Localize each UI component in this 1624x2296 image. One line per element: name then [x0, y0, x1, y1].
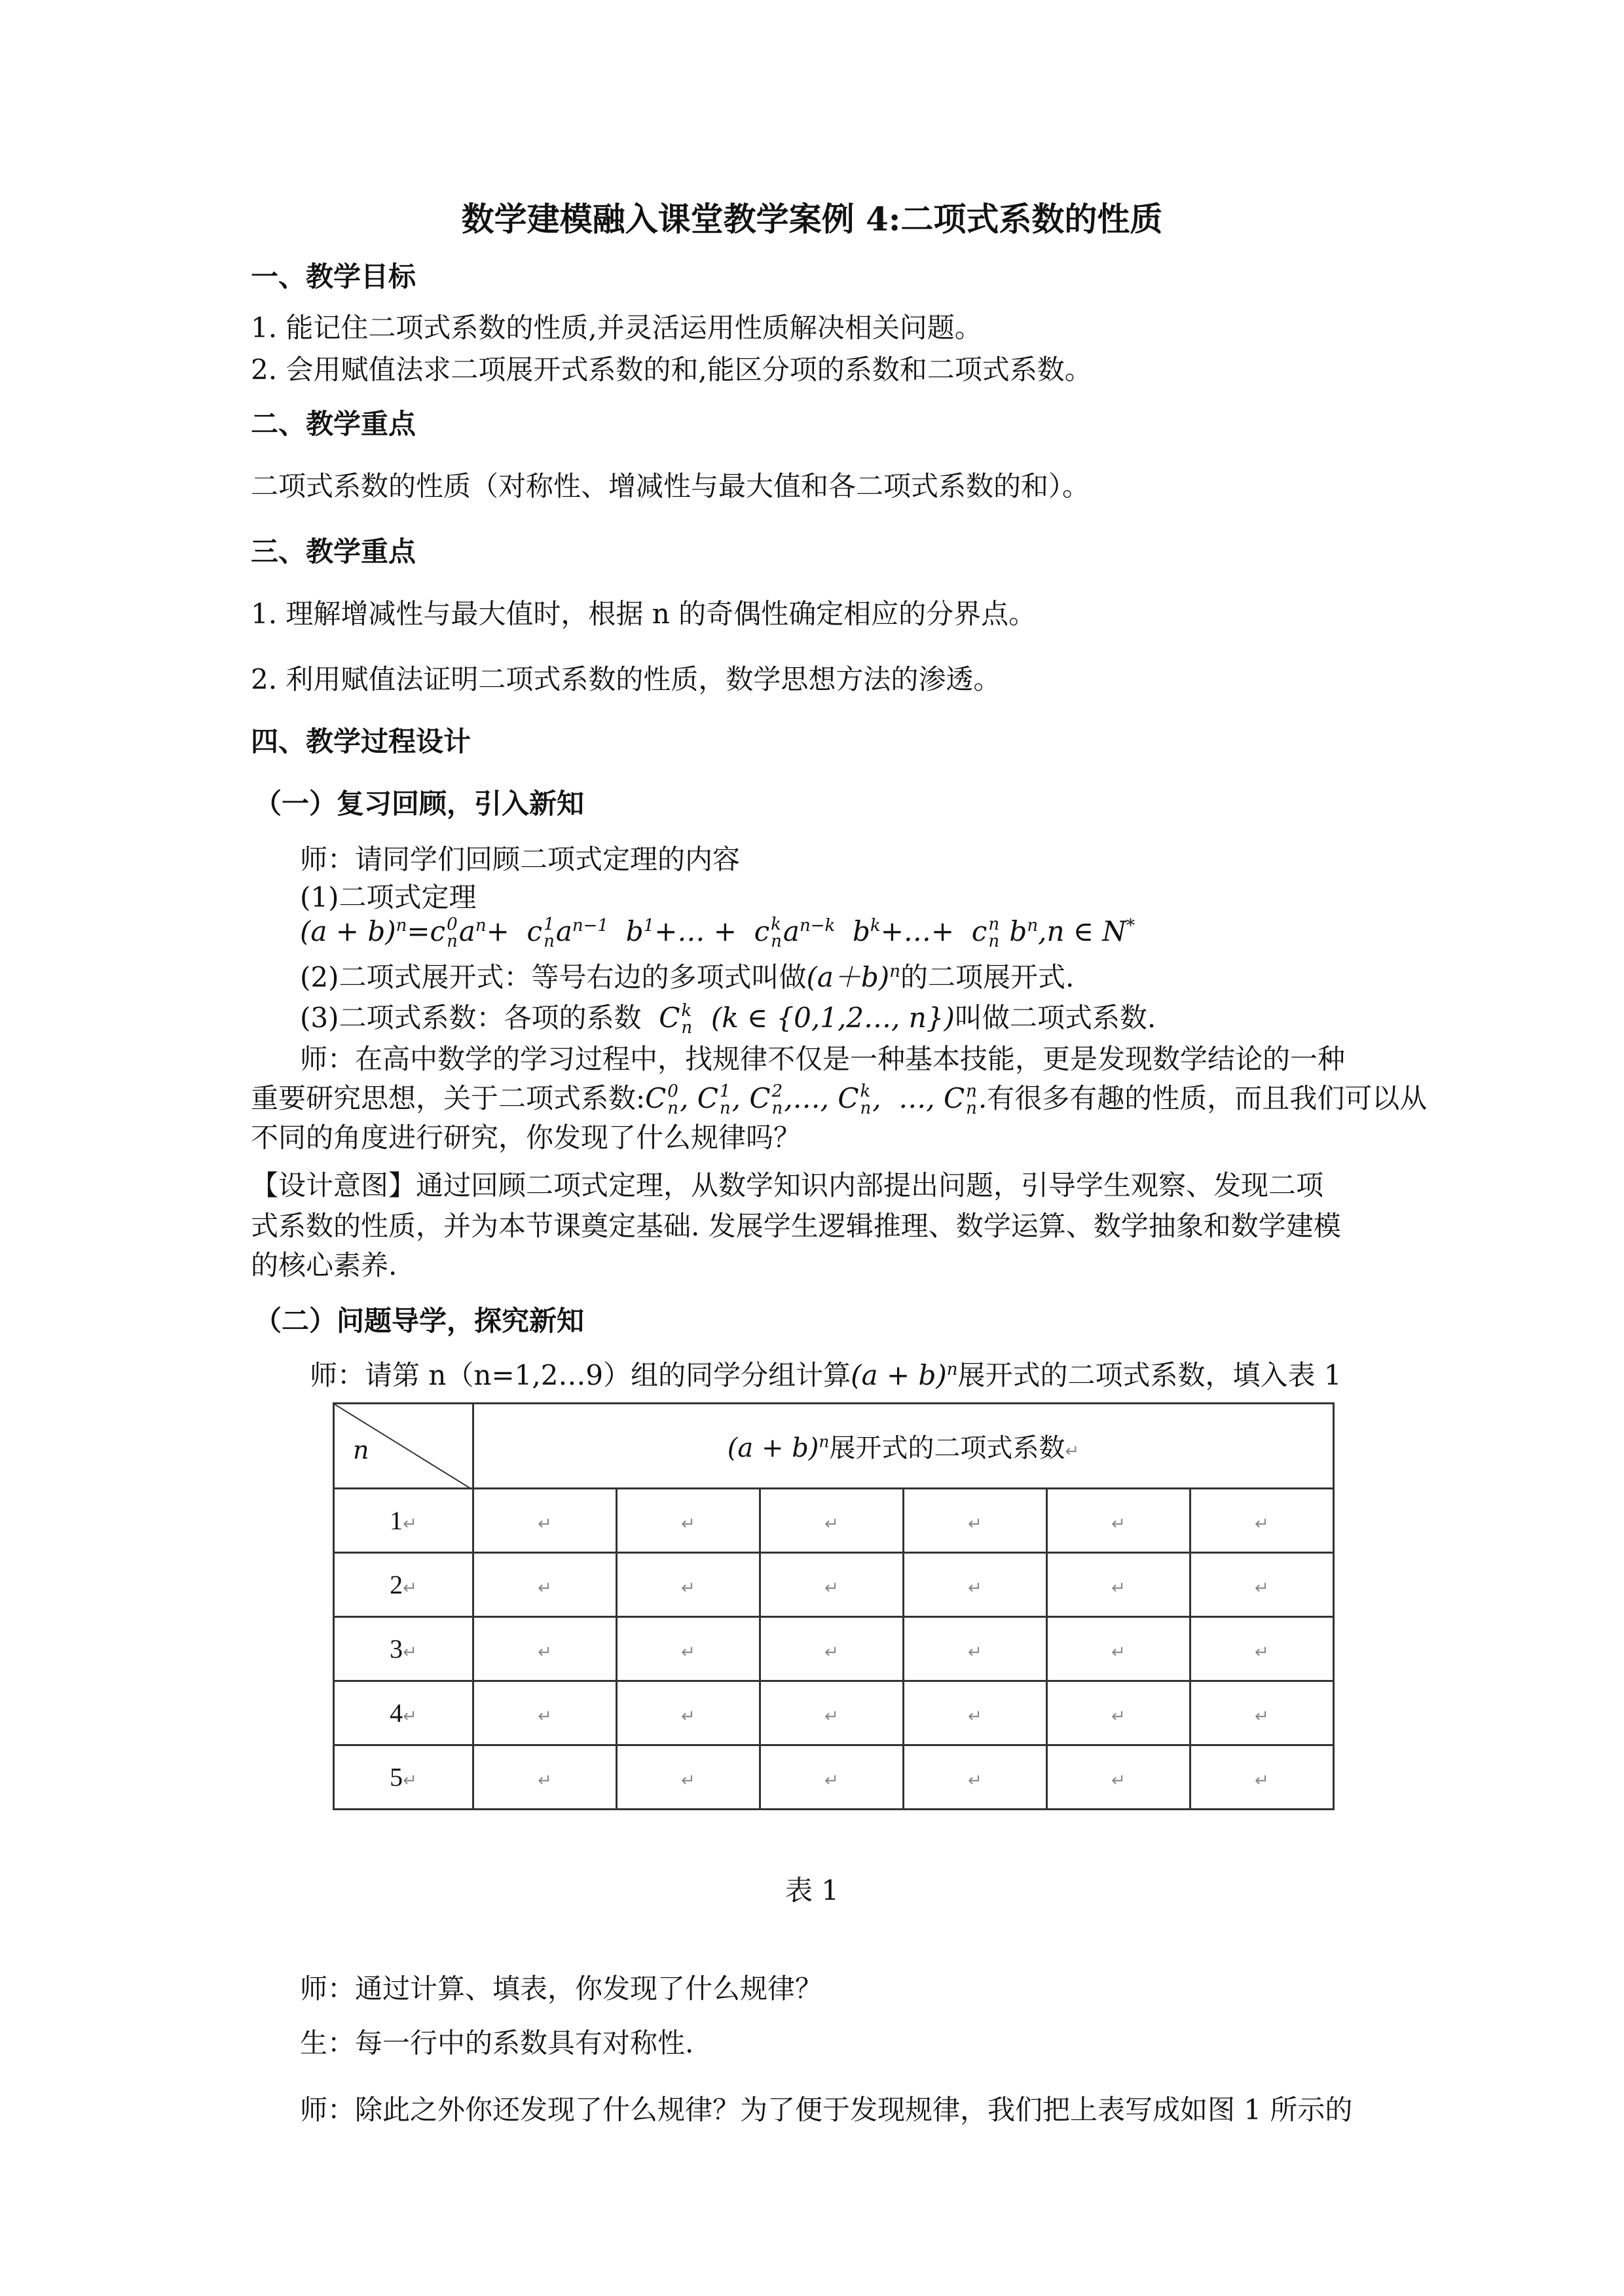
row-label-text: 1: [390, 1506, 403, 1535]
design-intent-line-1: 【设计意图】通过回顾二项式定理，从数学知识内部提出问题，引导学生观察、发现二项: [251, 1169, 1324, 1201]
expansion-definition-pre: (2)二项式展开式：等号右边的多项式叫做: [300, 961, 807, 993]
table-cell: ↵: [473, 1617, 617, 1681]
page-title: 数学建模融入课堂教学案例 4:二项式系数的性质: [461, 200, 1163, 238]
table-cell: ↵: [760, 1745, 903, 1810]
table-cell: ↵: [1190, 1617, 1333, 1681]
table-cell: ↵: [903, 1745, 1046, 1810]
table-cell: ↵: [903, 1489, 1046, 1553]
key-point-text: 二项式系数的性质（对称性、增减性与最大值和各二项式系数的和）。: [251, 470, 1090, 502]
teacher-task-line: 师：请第 n（n=1,2…9）组的同学分组计算$(a + b)^n$展开式的二项式系数，填入表 1: [310, 1359, 1342, 1391]
table-cell: ↵: [473, 1681, 617, 1745]
row-label-text: 4: [390, 1698, 403, 1728]
design-intent-line-3: 的核心素养.: [251, 1249, 397, 1281]
table-cell: ↵: [473, 1745, 617, 1810]
teacher-line-2b-pre: 重要研究思想，关于二项式系数:: [251, 1082, 646, 1114]
part-1-heading: （一）复习回顾，引入新知: [254, 788, 585, 820]
teacher-followup: 师：除此之外你还发现了什么规律？为了便于发现规律，我们把上表写成如图 1 所示的: [300, 2094, 1353, 2126]
table-header-cell: $(a + b)^n$展开式的二项式系数↵: [473, 1404, 1334, 1489]
table-row: [334, 1489, 1334, 1553]
table-cell: ↵: [903, 1553, 1046, 1617]
difficulty-item-1: 1. 理解增减性与最大值时，根据 n 的奇偶性确定相应的分界点。: [251, 598, 1037, 630]
table-cell: ↵: [1190, 1553, 1333, 1617]
row-label: 2↵: [334, 1553, 473, 1617]
table-cell: ↵: [616, 1681, 760, 1745]
row-label: 3↵: [334, 1617, 473, 1681]
expansion-definition: (2)二项式展开式：等号右边的多项式叫做$(a+b)^n$的二项展开式.: [300, 961, 1075, 993]
corner-cell: [334, 1404, 473, 1489]
row-label-text: 2: [390, 1570, 403, 1599]
table-caption: 表 1: [784, 1874, 840, 1906]
table-cell: ↵: [760, 1553, 903, 1617]
corner-label: n: [353, 1436, 369, 1465]
table-cell: ↵: [1190, 1745, 1333, 1810]
table-cell: ↵: [473, 1489, 617, 1553]
table-cell: ↵: [760, 1681, 903, 1745]
coefficient-definition-pre: (3)二项式系数：各项的系数: [300, 1002, 642, 1034]
teacher-question: 师：通过计算、填表，你发现了什么规律？: [300, 1973, 823, 2005]
table-cell: ↵: [616, 1745, 760, 1810]
table-cell: ↵: [1190, 1489, 1333, 1553]
row-label: 1↵: [334, 1489, 473, 1553]
section-3-heading: 三、教学重点: [251, 536, 416, 568]
teacher-line-2b-post: 有很多有趣的性质，而且我们可以从: [987, 1082, 1428, 1114]
section-1-heading: 一、教学目标: [251, 261, 416, 293]
table-cell: ↵: [1046, 1553, 1190, 1617]
section-2-heading: 二、教学重点: [251, 408, 416, 440]
coefficient-definition: (3)二项式系数：各项的系数 C k n (k ∈ {0,1,2…, n})叫做二项式系数.: [300, 1001, 1156, 1038]
design-intent-line-2: 式系数的性质，并为本节课奠定基础. 发展学生逻辑推理、数学运算、数学抽象和数学建模: [251, 1210, 1341, 1242]
section-4-heading: 四、教学过程设计: [251, 725, 471, 757]
teacher-line-2b: 重要研究思想，关于二项式系数:C 0 n , C 1 n , C 2 n ,…, C k n , …, C n n .有很多有趣的性质，而且我们可以从: [251, 1082, 1428, 1119]
row-label-text: 3: [390, 1634, 403, 1664]
table-cell: ↵: [616, 1489, 760, 1553]
teacher-line-2: 师：在高中数学的学习过程中，找规律不仅是一种基本技能，更是发现数学结论的一种: [300, 1043, 1346, 1075]
row-label: 5↵: [334, 1745, 473, 1810]
row-label: 4↵: [334, 1681, 473, 1745]
table-cell: ↵: [1190, 1681, 1333, 1745]
table-row: [334, 1553, 1334, 1617]
table-cell: ↵: [1046, 1745, 1190, 1810]
table-cell: ↵: [1046, 1489, 1190, 1553]
student-answer: 生：每一行中的系数具有对称性.: [300, 2027, 694, 2059]
binomial-theorem-label: (1)二项式定理: [300, 881, 477, 913]
table-row: [334, 1617, 1334, 1681]
teacher-line-1: 师：请同学们回顾二项式定理的内容: [300, 843, 741, 875]
part-2-heading: （二）问题导学，探究新知: [254, 1305, 585, 1337]
objective-item-2: 2. 会用赋值法求二项展开式系数的和,能区分项的系数和二项式系数。: [251, 354, 1092, 386]
table-cell: ↵: [760, 1489, 903, 1553]
table-cell: ↵: [1046, 1681, 1190, 1745]
table-cell: ↵: [903, 1617, 1046, 1681]
difficulty-item-2: 2. 利用赋值法证明二项式系数的性质，数学思想方法的渗透。: [251, 663, 1001, 695]
table-cell: ↵: [903, 1681, 1046, 1745]
table-cell: ↵: [616, 1617, 760, 1681]
binomial-theorem-formula: $(a + b)^n=c$ 0 n $a^n+ c$ 1 n $a^{n-1}$ $b^1+\dots + c$ k n $a^{n-k}$ $b^k+\dots+ c$ n n $b^n,n$ ∈ N*: [300, 915, 1135, 952]
teacher-line-2c: 不同的角度进行研究，你发现了什么规律吗？: [251, 1121, 802, 1154]
coefficient-table: [333, 1402, 1335, 1810]
objective-item-1: 1. 能记住二项式系数的性质,并灵活运用性质解决相关问题。: [251, 312, 982, 344]
table-cell: ↵: [473, 1553, 617, 1617]
teacher-task-post: 展开式的二项式系数，填入表 1: [957, 1359, 1342, 1391]
table-header-text: 展开式的二项式系数: [829, 1433, 1065, 1463]
table-cell: ↵: [760, 1617, 903, 1681]
coefficient-definition-post: 叫做二项式系数.: [954, 1002, 1156, 1034]
teacher-task-pre: 师：请第 n（n=1,2…9）组的同学分组计算: [310, 1359, 851, 1391]
table-cell: ↵: [616, 1553, 760, 1617]
table-cell: ↵: [1046, 1617, 1190, 1681]
row-label-text: 5: [390, 1762, 403, 1792]
expansion-definition-post: 的二项展开式.: [900, 961, 1075, 993]
table-row: [334, 1681, 1334, 1745]
table-row: [334, 1745, 1334, 1810]
